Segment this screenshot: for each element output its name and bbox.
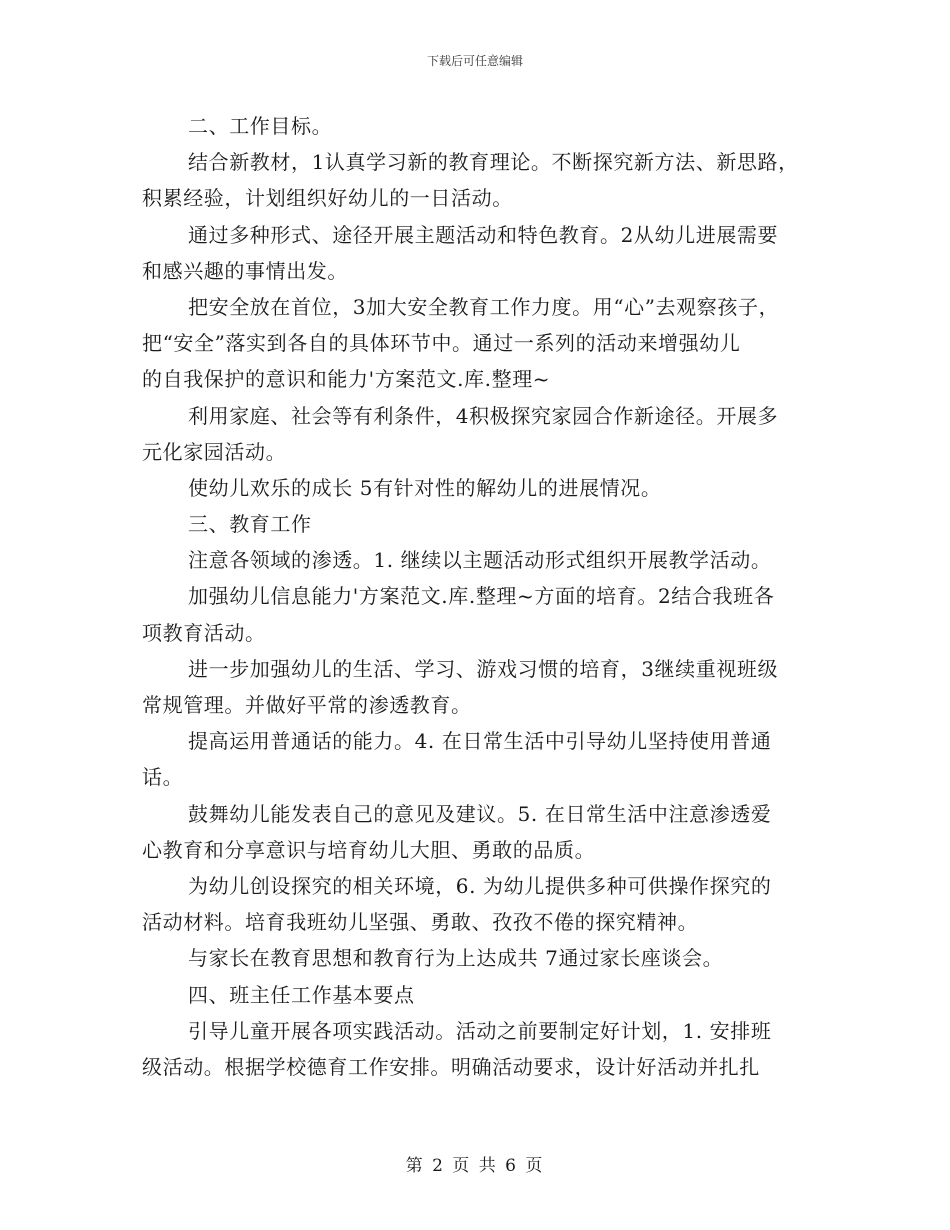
paragraph-line: 把“安全”落实到各自的具体环节中。通过一系列的活动来增强幼儿	[142, 331, 741, 356]
paragraph-line: 注意各领域的渗透。1. 继续以主题活动形式组织开展教学活动。	[188, 548, 772, 573]
paragraph-line: 利用家庭、社会等有利条件，4积极探究家园合作新途径。开展多	[188, 403, 779, 428]
paragraph-line: 级活动。根据学校德育工作安排。明确活动要求，设计好活动并扎扎	[142, 1054, 760, 1079]
page-number-footer: 第 2 页 共 6 页	[405, 1156, 545, 1176]
paragraph	[142, 470, 832, 506]
paragraph	[142, 289, 832, 398]
paragraph	[142, 398, 832, 470]
paragraph-line: 提高运用普通话的能力。4. 在日常生活中引导幼儿坚持使用普通	[188, 729, 772, 754]
paragraph	[142, 542, 832, 578]
paragraph-line: 心教育和分享意识与培育幼儿大胆、勇敢的品质。	[142, 837, 596, 862]
paragraph	[142, 506, 832, 542]
paragraph-line: 使幼儿欢乐的成长 5有针对性的解幼儿的进展情况。	[188, 475, 662, 500]
paragraph-line: 项教育活动。	[142, 620, 266, 645]
section-heading: 四、班主任工作基本要点	[188, 982, 415, 1007]
paragraph-line: 积累经验，计划组织好幼儿的一日活动。	[142, 186, 513, 211]
paragraph-line: 通过多种形式、途径开展主题活动和特色教育。2从幼儿进展需要	[188, 222, 779, 247]
document-body	[142, 108, 832, 1085]
paragraph-line: 元化家园活动。	[142, 439, 287, 464]
paragraph-line: 为幼儿创设探究的相关环境，6. 为幼儿提供多种可供操作探究的	[188, 873, 772, 898]
paragraph	[142, 651, 832, 723]
paragraph-line: 与家长在教育思想和教育行为上达成共 7通过家长座谈会。	[188, 946, 724, 971]
paragraph-line: 把安全放在首位，3加大安全教育工作力度。用“心”去观察孩子，	[188, 294, 780, 319]
paragraph-line: 结合新教材，1认真学习新的教育理论。不断探究新方法、新思路，	[188, 150, 799, 175]
paragraph-line: 加强幼儿信息能力'方案范文.库.整理~方面的培育。2结合我班各	[188, 584, 775, 609]
paragraph-line: 和感兴趣的事情出发。	[142, 258, 348, 283]
paragraph	[142, 796, 832, 868]
paragraph	[142, 217, 832, 289]
paragraph-line: 活动材料。培育我班幼儿坚强、勇敢、孜孜不倦的探究精神。	[142, 910, 699, 935]
paragraph	[142, 108, 832, 144]
paragraph	[142, 940, 832, 976]
paragraph-line: 话。	[142, 765, 184, 790]
paragraph	[142, 1013, 832, 1085]
paragraph	[142, 723, 832, 795]
section-heading: 二、工作目标。	[188, 114, 333, 138]
paragraph-line: 的自我保护的意识和能力'方案范文.库.整理~	[142, 367, 551, 392]
section-heading: 三、教育工作	[188, 512, 312, 537]
paragraph	[142, 868, 832, 940]
paragraph	[142, 977, 832, 1013]
page-header-note: 下载后可任意编辑	[426, 54, 523, 68]
paragraph-line: 引导儿童开展各项实践活动。活动之前要制定好计划，1. 安排班	[188, 1018, 772, 1043]
paragraph	[142, 144, 832, 216]
paragraph-line: 鼓舞幼儿能发表自己的意见及建议。5. 在日常生活中注意渗透爱	[188, 801, 772, 826]
paragraph-line: 进一步加强幼儿的生活、学习、游戏习惯的培育，3继续重视班级	[188, 656, 779, 681]
paragraph	[142, 578, 832, 650]
paragraph-line: 常规管理。并做好平常的渗透教育。	[142, 693, 472, 717]
